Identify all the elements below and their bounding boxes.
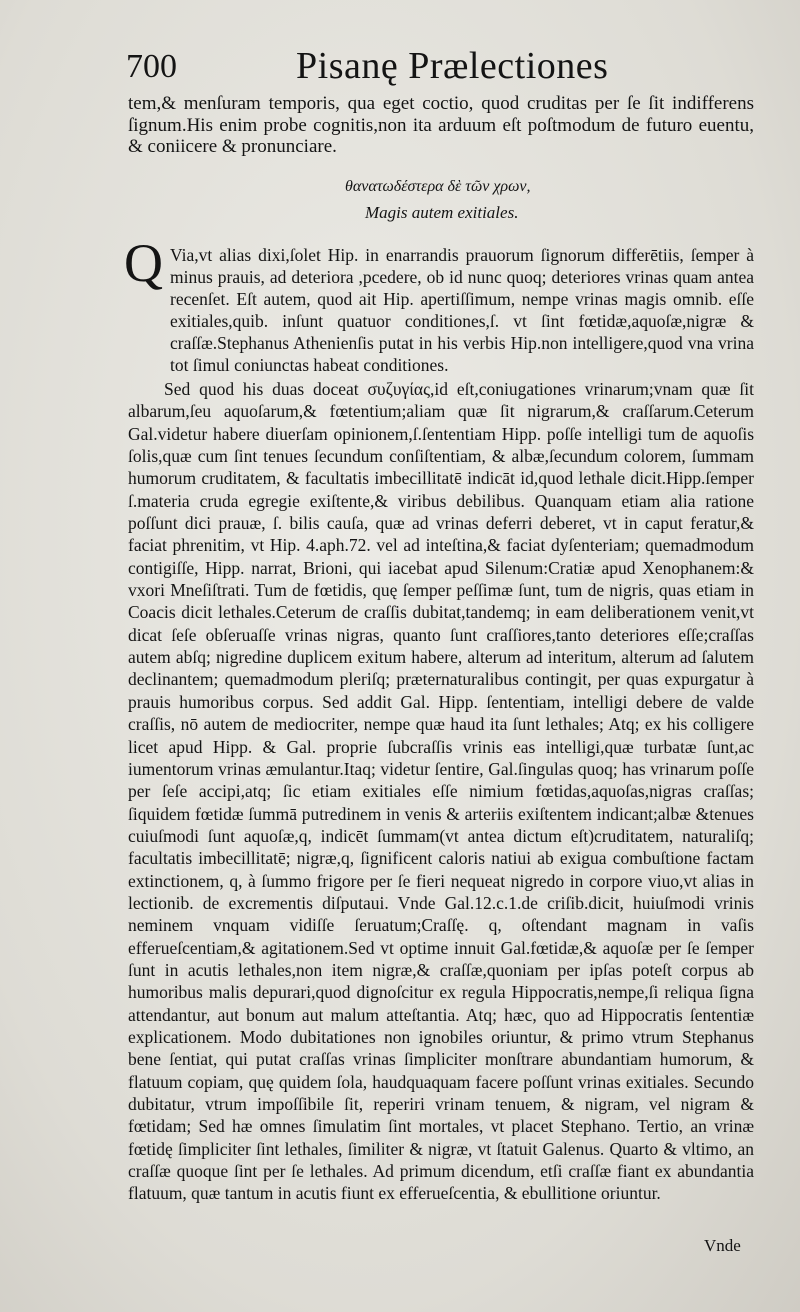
- page-number: 700: [126, 48, 177, 85]
- commentary-paragraph-2: Sed quod his duas doceat συζυγίας,id eſt,coniugationes vrinarum;vnam quæ ſit albarum,ſeu aquoſarum,& fœtentium;aliam quæ ſit nigrarum,& craſſarum.Ceterum Gal.videtur habere diuerſam opinionem,ſ.ſententiam Hipp. poſſe intelligi tum de aquoſis ſolis,quæ cum ſint tenues ſecundum conſiſtentiam, & albæ,ſecundum colorem, ſummam humorum cruditatem, & facultatis imbecillitatē indicāt id,quod lethale dicit.Hipp.ſemper ſ.materia cruda egregie exiſtente,& viribus debilibus. Quanquam etiam alia ratione poſſunt dici prauæ, ſ. bilis cauſa, quæ ad vrinas deferri deberet, vt in caput feratur,& faciat phrenitim, vt Hip. 4.aph.72. vel ad inteſtina,& faciat dyſenteriam; quemadmodum contigiſſe, Hipp. narrat, Brioni, qui iacebat apud Silenum:Cratiæ apud Xenophanem:& vxori Mneſiſtrati. Tum de fœtidis, quę ſemper peſſimæ ſunt, tum de nigris, quas etiam in Coacis dicit lethales.Ceterum de craſſis dubitat,tandemq; in eam deliberationem venit,vt dicat ſeſe obſeruaſſe vrinas nigras, quanto ſunt craſſiores,tanto deteriores eſſe;craſſas autem abſq; nigredine duplicem exitum habere, alterum ad interitum, alterum ad ſalutem declinantem; quemadmodum pleriſq; præternaturalibus contingit, per quas expurgatur à prauis humoribus corpus. Sed addit Gal. Hipp. ſententiam, intelligi debere de valde craſſis, nō autem de mediocriter, nempe quæ haud ita ſunt lethales; Atq; ex his colligere licet apud Hipp. & Gal. proprie ſubcraſſis vrinis eas intelligi,quæ turbatæ ſunt,ac iumentorum vrinas æmulantur.Itaq; videtur ſentire, Gal.ſingulas quoq; has vrinarum poſſe per ſeſe accipi,atq; ſic etiam exitiales eſſe nimium fœtidas,aquoſas,nigras craſſas; ſiquidem fœtidæ ſummā putredinem in venis & arteriis exiſtentem indicant;albæ &tenues cuiuſmodi ſunt aquoſæ,q, indicēt ſummam(vt antea dictum eſt)cruditatem, naturaliſq; facultatis imbecillitatē; nigræ,q, ſignificent caloris natiui ab exigua combuſtione factam extinctionem, q, à ſummo frigore per ſe fieri nequeat nigredo in corpore viuo,vt alias in lectionib. de excrementis diſputaui. Vnde Gal.12.c.1.de criſib.dicit, huiuſmodi vrinis neminem vnquam vidiſſe ſeruatum;Craſſę. q, oſtendant magnam in vaſis efferueſcentiam,& agitationem.Sed vt optime innuit Gal.fœtidæ,& aquoſæ per ſe ſemper ſunt in acutis lethales,non item nigræ,& craſſæ,quoniam per ipſas poteſt corpus ab humoribus malis depurari,quod dignoſcitur ex regula Hippocratis,nempe,ſi reliqua ſigna attendantur, aut bonum aut malum atteſtantia. Atq; hæc, quo ad Hippocratis ſententiæ explicationem. Modo dubitationes non ignobiles oriuntur, & primo vtrum Stephanus bene ſentiat, qui putat craſſas vrinas ſimpliciter monſtrare abundantiam humorum, & flatuum copiam, quę quidem ſola, haudquaquam facere poſſunt vrinas exitiales. Secundo dubitatur, vtrum impoſſibile ſit, reperiri vrinam tenuem, & nigram, vel nigram & fœtidam; Sed hæ omnes ſimulatim ſint mortales, vt placet Stephano. Tertio, an vrinæ fœtidę ſimpliciter ſint lethales, ſimiliter & nigræ, vt ſtatuit Galenus. Quarto & vltimo, an craſſæ quoque ſint per ſe lethales. Ad primum dicendum, etſi craſſæ fiant ex abundantia flatuum, quæ tantum in acutis fiunt ex efferueſcentia, & ebullitione oriuntur.: [128, 379, 754, 1204]
- page-header: [118, 42, 758, 92]
- greek-lemma: θανατωδέστερα δὲ τῶν χρων,: [345, 178, 531, 195]
- commentary-paragraph-1: Via,vt alias dixi,ſolet Hip. in enarrandis prauorum ſignorum differētiis, ſemper à minus prauis, ad deteriora ,pcedere, ob id nunc quoq; deteriores vrinas quam antea recenſet. Eſt autem, quod ait Hip. apertiſſimum, nempe vrinas magis omnib. eſſe exitiales,quib. inſunt quatuor conditiones,ſ. vt ſint fœtidæ,aquoſæ,nigræ & craſſæ.Stephanus Athenienſis putat in his verbis Hip.non intelligere,quod vna vrina tot ſimul coniunctas habeat conditiones.: [170, 245, 754, 375]
- intro-paragraph: tem,& menſuram temporis, qua eget coctio, quod cruditas per ſe ſit indifferens ſignum.His enim probe cognitis,non ita arduum eſt poſtmodum de futuro euentu, & coniicere & pronunciare.: [128, 93, 754, 157]
- latin-lemma: Magis autem exitiales.: [365, 203, 519, 222]
- catchword: Vnde: [704, 1236, 741, 1255]
- drop-cap: Q: [124, 233, 163, 293]
- running-title: Pisanę Prælectiones: [296, 45, 609, 87]
